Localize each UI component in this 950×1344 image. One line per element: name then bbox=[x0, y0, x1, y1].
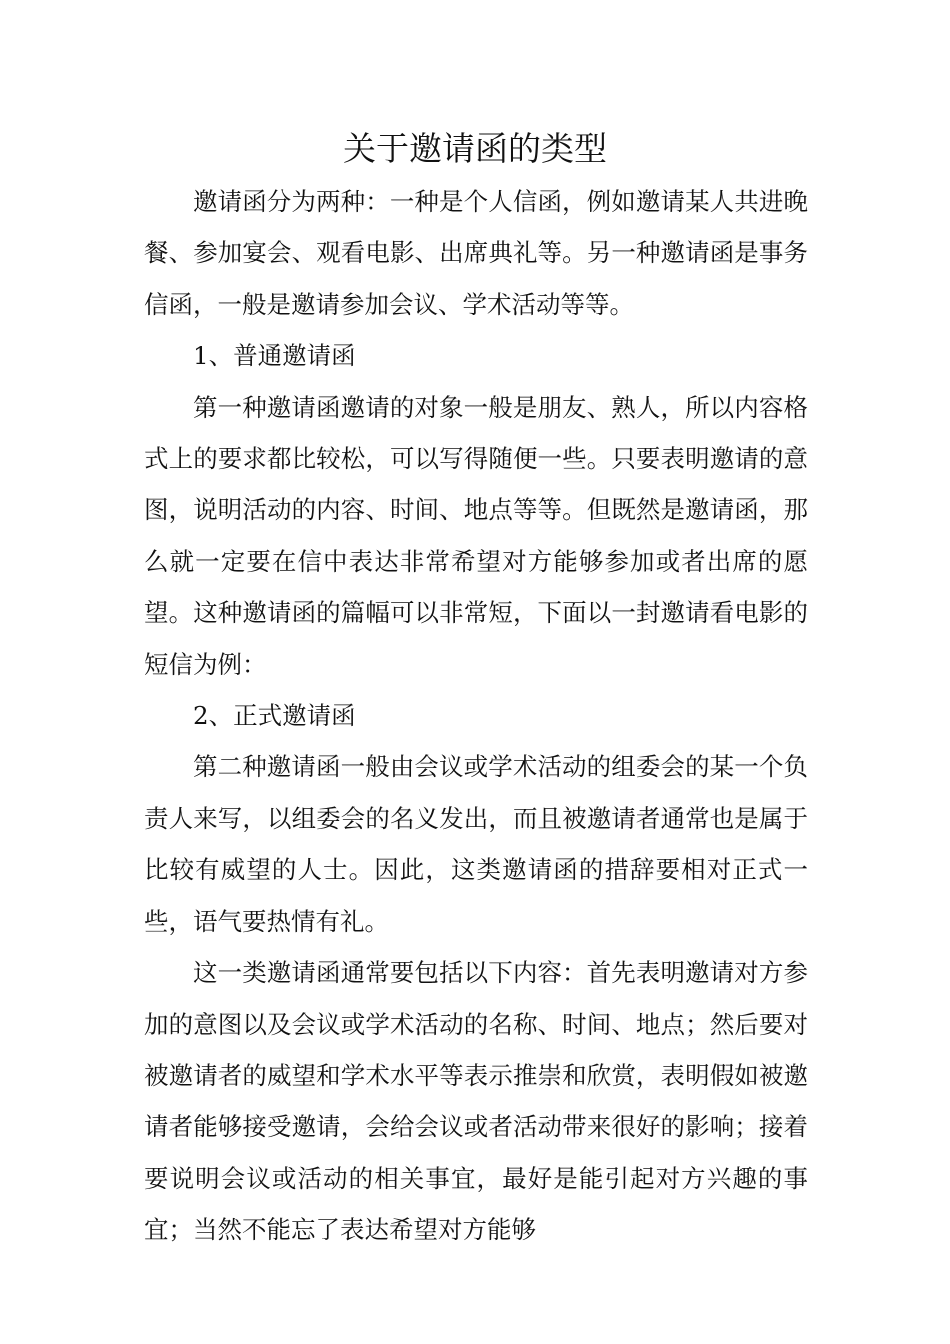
section-heading-formal: 2、正式邀请函 bbox=[193, 701, 356, 731]
document-body bbox=[144, 176, 808, 1256]
document-title: 关于邀请函的类型 bbox=[343, 129, 607, 168]
intro-paragraph: 邀请函分为两种：一种是个人信函，例如邀请某人共进晚餐、参加宴会、观看电影、出席典礼等。另一种邀请函是事务信函，一般是邀请参加会议、学术活动等等。 bbox=[144, 187, 808, 319]
formal-invitation-paragraph: 第二种邀请函一般由会议或学术活动的组委会的某一个负责人来写，以组委会的名义发出，而且被邀请者通常也是属于比较有威望的人士。因此，这类邀请函的措辞要相对正式一些，语气要热情有礼。 bbox=[144, 752, 808, 936]
section-heading-ordinary: 1、普通邀请函 bbox=[193, 341, 356, 371]
ordinary-invitation-paragraph: 第一种邀请函邀请的对象一般是朋友、熟人，所以内容格式上的要求都比较松，可以写得随便一些。只要表明邀请的意图，说明活动的内容、时间、地点等等。但既然是邀请函，那么就一定要在信中表达非常希望对方能够参加或者出席的愿望。这种邀请函的篇幅可以非常短，下面以一封邀请看电影的短信为例： bbox=[144, 392, 808, 679]
formal-content-paragraph: 这一类邀请函通常要包括以下内容：首先表明邀请对方参加的意图以及会议或学术活动的名称、时间、地点；然后要对被邀请者的威望和学术水平等表示推崇和欣赏，表明假如被邀请者能够接受邀请，会给会议或者活动带来很好的影响；接着要说明会议或活动的相关事宜，最好是能引起对方兴趣的事宜；当然不能忘了表达希望对方能够 bbox=[144, 958, 808, 1245]
